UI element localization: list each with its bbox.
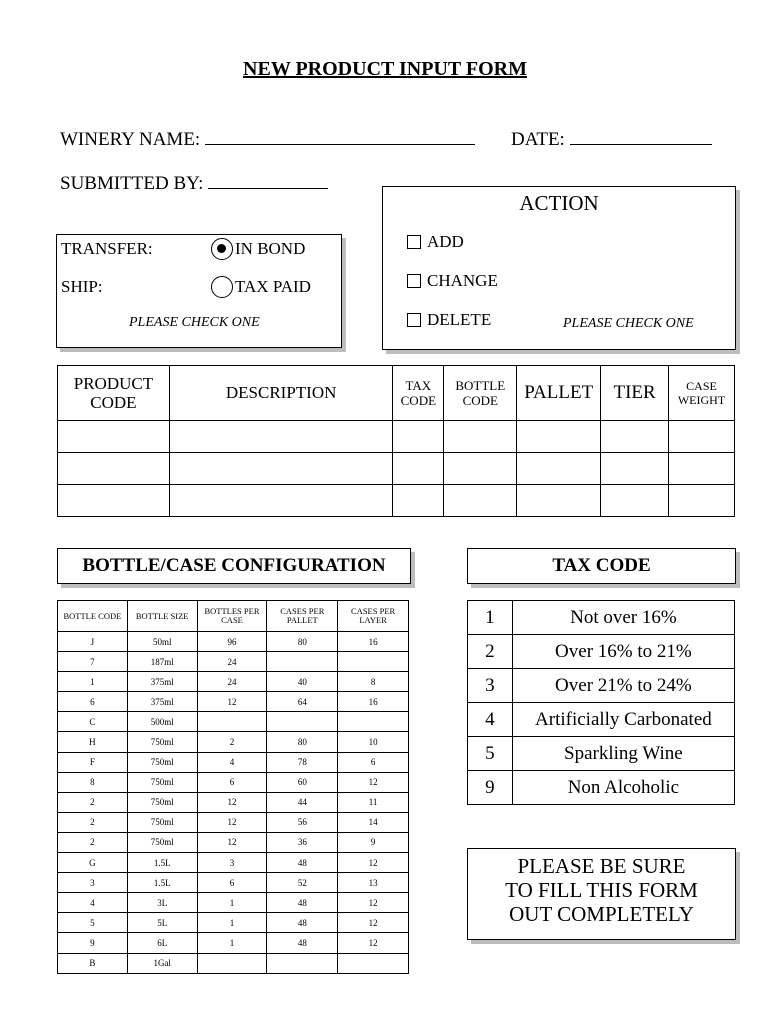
bottle-config-cell: 24 [197, 672, 267, 692]
date-row [511, 128, 712, 151]
bottle-config-row [58, 652, 409, 672]
bottle-config-cell: 2 [58, 832, 128, 852]
product-cell[interactable] [669, 421, 735, 453]
bottle-config-cell: 16 [338, 632, 409, 652]
bottle-config-cell: 2 [58, 792, 128, 812]
tax-code-row [468, 703, 735, 737]
bottle-config-cell [197, 712, 267, 732]
winery-name-row [60, 128, 475, 151]
bottle-config-cell: B [58, 953, 128, 973]
tax-code-row [468, 771, 735, 805]
bottle-config-cell: 375ml [127, 692, 197, 712]
tax-code-row [468, 635, 735, 669]
tax-paid-label: TAX PAID [235, 277, 311, 296]
action-box [382, 186, 736, 350]
bottle-config-cell: 48 [267, 913, 338, 933]
bottle-config-title: BOTTLE/CASE CONFIGURATION [57, 548, 411, 584]
bottle-config-cell: C [58, 712, 128, 732]
bottle-config-cell: 44 [267, 792, 338, 812]
bottle-config-cell: 78 [267, 752, 338, 772]
bottle-config-cell [338, 712, 409, 732]
bottle-config-table [57, 600, 409, 974]
tax-code-row [468, 669, 735, 703]
action-title: ACTION [519, 191, 599, 215]
product-cell[interactable] [669, 453, 735, 485]
bottle-config-cell [267, 712, 338, 732]
bottle-config-row [58, 692, 409, 712]
col-product-code: PRODUCT CODE [58, 366, 170, 421]
product-row [58, 485, 735, 517]
bottle-config-row [58, 832, 409, 852]
bottle-config-cell: 750ml [127, 772, 197, 792]
product-cell[interactable] [601, 485, 669, 517]
tax-code-description: Not over 16% [512, 601, 734, 635]
bottle-config-cell: 1 [197, 913, 267, 933]
bottle-config-cell: 12 [197, 792, 267, 812]
col-description: DESCRIPTION [169, 366, 393, 421]
in-bond-label: IN BOND [235, 239, 306, 258]
bottle-config-cell: 3L [127, 893, 197, 913]
bottle-config-row [58, 672, 409, 692]
action-note: PLEASE CHECK ONE [563, 316, 694, 331]
bottle-config-cell: 500ml [127, 712, 197, 732]
bottle-config-row [58, 873, 409, 893]
bottle-config-cell: 1 [58, 672, 128, 692]
product-cell[interactable] [58, 421, 170, 453]
bottle-config-cell: 9 [58, 933, 128, 953]
bottle-config-row [58, 853, 409, 873]
bottle-config-cell: 96 [197, 632, 267, 652]
tax-code-number: 1 [468, 601, 513, 635]
product-cell[interactable] [669, 485, 735, 517]
bottle-config-row [58, 752, 409, 772]
bottle-config-cell [267, 953, 338, 973]
bottle-config-cell: 1.5L [127, 873, 197, 893]
product-cell[interactable] [517, 421, 601, 453]
bottle-config-cell: 4 [197, 752, 267, 772]
date-label: DATE: [511, 129, 565, 150]
transfer-label: TRANSFER: [61, 239, 153, 258]
bottle-config-row [58, 913, 409, 933]
product-cell[interactable] [601, 421, 669, 453]
col-bottles-per-case: BOTTLES PER CASE [197, 601, 267, 632]
bottle-config-row [58, 732, 409, 752]
bottle-config-cell: 12 [338, 893, 409, 913]
transfer-ship-box [56, 234, 342, 348]
bottle-config-cell: 56 [267, 812, 338, 832]
product-cell[interactable] [517, 453, 601, 485]
bottle-config-cell: 52 [267, 873, 338, 893]
bottle-config-cell: 750ml [127, 752, 197, 772]
product-cell[interactable] [601, 453, 669, 485]
add-checkbox[interactable] [407, 235, 421, 249]
bottle-config-cell: 2 [58, 812, 128, 832]
bottle-config-cell: 40 [267, 672, 338, 692]
form-title [0, 58, 770, 81]
product-cell[interactable] [444, 453, 517, 485]
product-cell[interactable] [169, 421, 393, 453]
col-case-weight: CASE WEIGHT [669, 366, 735, 421]
col-cases-per-pallet: CASES PER PALLET [267, 601, 338, 632]
product-cell[interactable] [444, 421, 517, 453]
delete-checkbox[interactable] [407, 313, 421, 327]
bottle-config-cell: 4 [58, 893, 128, 913]
bottle-config-cell: 5L [127, 913, 197, 933]
change-checkbox[interactable] [407, 274, 421, 288]
col-pallet: PALLET [517, 366, 601, 421]
submitted-by-label: SUBMITTED BY: [60, 173, 204, 194]
bottle-config-cell: 10 [338, 732, 409, 752]
bottle-config-cell: 750ml [127, 732, 197, 752]
bottle-config-cell: 6L [127, 933, 197, 953]
submitted-by-row [60, 172, 328, 195]
bottle-config-cell: 750ml [127, 812, 197, 832]
in-bond-radio[interactable] [211, 238, 233, 260]
bottle-config-cell [267, 652, 338, 672]
bottle-config-cell: 1Gal [127, 953, 197, 973]
bottle-config-cell [197, 953, 267, 973]
tax-code-table [467, 600, 735, 805]
bottle-config-row [58, 953, 409, 973]
bottle-config-row [58, 893, 409, 913]
tax-code-number: 4 [468, 703, 513, 737]
tax-code-row [468, 737, 735, 771]
bottle-config-cell: 16 [338, 692, 409, 712]
bottle-config-cell: 2 [197, 732, 267, 752]
transfer-note: PLEASE CHECK ONE [129, 315, 260, 330]
bottle-config-cell: 80 [267, 632, 338, 652]
change-label: CHANGE [427, 271, 498, 290]
tax-code-description: Non Alcoholic [512, 771, 734, 805]
bottle-config-row [58, 792, 409, 812]
bottle-config-cell: 6 [338, 752, 409, 772]
bottle-config-cell: 7 [58, 652, 128, 672]
bottle-config-row [58, 812, 409, 832]
product-cell[interactable] [444, 485, 517, 517]
product-cell[interactable] [393, 453, 444, 485]
bottle-config-row [58, 712, 409, 732]
bottle-config-cell: 6 [197, 772, 267, 792]
bottle-config-row [58, 632, 409, 652]
bottle-config-cell: 750ml [127, 832, 197, 852]
bottle-config-cell: 8 [58, 772, 128, 792]
product-cell[interactable] [517, 485, 601, 517]
bottle-config-cell: 12 [197, 812, 267, 832]
bottle-config-cell: 12 [338, 933, 409, 953]
bottle-config-row [58, 933, 409, 953]
bottle-config-row [58, 772, 409, 792]
bottle-config-cell: 12 [338, 913, 409, 933]
bottle-config-cell [338, 953, 409, 973]
tax-code-row [468, 601, 735, 635]
bottle-config-cell: 60 [267, 772, 338, 792]
delete-label: DELETE [427, 310, 492, 329]
bottle-config-cell: 12 [338, 772, 409, 792]
tax-paid-radio[interactable] [211, 276, 233, 298]
bottle-config-cell: 1 [197, 933, 267, 953]
tax-code-number: 3 [468, 669, 513, 703]
bottle-config-cell: 12 [197, 692, 267, 712]
tax-code-number: 5 [468, 737, 513, 771]
bottle-config-cell: 64 [267, 692, 338, 712]
submitted-by-field[interactable] [208, 172, 328, 189]
bottle-config-cell: H [58, 732, 128, 752]
tax-code-number: 9 [468, 771, 513, 805]
bottle-config-cell: 8 [338, 672, 409, 692]
bottle-config-cell: F [58, 752, 128, 772]
winery-name-field[interactable] [205, 128, 475, 145]
notice-line-2: TO FILL THIS FORM [505, 878, 698, 902]
bottle-config-cell: 9 [338, 832, 409, 852]
bottle-config-cell: 50ml [127, 632, 197, 652]
winery-name-label: WINERY NAME: [60, 129, 201, 150]
bottle-config-cell: 3 [197, 853, 267, 873]
product-cell[interactable] [393, 421, 444, 453]
bottle-config-cell: 80 [267, 732, 338, 752]
product-row [58, 421, 735, 453]
product-cell[interactable] [58, 485, 170, 517]
product-cell[interactable] [169, 453, 393, 485]
col-tier: TIER [601, 366, 669, 421]
bottle-config-cell: 187ml [127, 652, 197, 672]
add-label: ADD [427, 232, 464, 251]
date-field[interactable] [570, 128, 712, 145]
bottle-config-cell: 14 [338, 812, 409, 832]
product-cell[interactable] [169, 485, 393, 517]
product-table [57, 365, 735, 517]
bottle-config-cell: 48 [267, 893, 338, 913]
bottle-config-cell: 6 [58, 692, 128, 712]
bottle-config-cell: 24 [197, 652, 267, 672]
bottle-config-cell: J [58, 632, 128, 652]
bottle-config-cell: 12 [338, 853, 409, 873]
col-bottle-size: BOTTLE SIZE [127, 601, 197, 632]
bottle-config-cell: 12 [197, 832, 267, 852]
fill-notice [467, 848, 736, 940]
bottle-config-cell: 1 [197, 893, 267, 913]
tax-code-number: 2 [468, 635, 513, 669]
ship-label: SHIP: [61, 277, 103, 296]
notice-line-1: PLEASE BE SURE [517, 854, 686, 878]
tax-code-title: TAX CODE [467, 548, 736, 584]
col-cases-per-layer: CASES PER LAYER [338, 601, 409, 632]
bottle-config-cell: 48 [267, 853, 338, 873]
tax-code-description: Over 16% to 21% [512, 635, 734, 669]
notice-line-3: OUT COMPLETELY [509, 902, 694, 926]
bottle-config-cell: 3 [58, 873, 128, 893]
bottle-config-cell: 11 [338, 792, 409, 812]
product-cell[interactable] [58, 453, 170, 485]
bottle-config-cell: 13 [338, 873, 409, 893]
bottle-config-cell: 36 [267, 832, 338, 852]
tax-code-description: Artificially Carbonated [512, 703, 734, 737]
col-bottle-code: BOTTLE CODE [444, 366, 517, 421]
bottle-config-cell: 6 [197, 873, 267, 893]
bottle-config-cell: G [58, 853, 128, 873]
bottle-config-cell: 375ml [127, 672, 197, 692]
bottle-config-cell: 48 [267, 933, 338, 953]
product-row [58, 453, 735, 485]
col-bottle-code: BOTTLE CODE [58, 601, 128, 632]
bottle-config-cell: 750ml [127, 792, 197, 812]
form-title-text: NEW PRODUCT INPUT FORM [243, 58, 527, 80]
bottle-config-cell: 5 [58, 913, 128, 933]
tax-code-description: Over 21% to 24% [512, 669, 734, 703]
bottle-config-cell [338, 652, 409, 672]
col-tax-code: TAX CODE [393, 366, 444, 421]
bottle-config-cell: 1.5L [127, 853, 197, 873]
tax-code-description: Sparkling Wine [512, 737, 734, 771]
product-cell[interactable] [393, 485, 444, 517]
